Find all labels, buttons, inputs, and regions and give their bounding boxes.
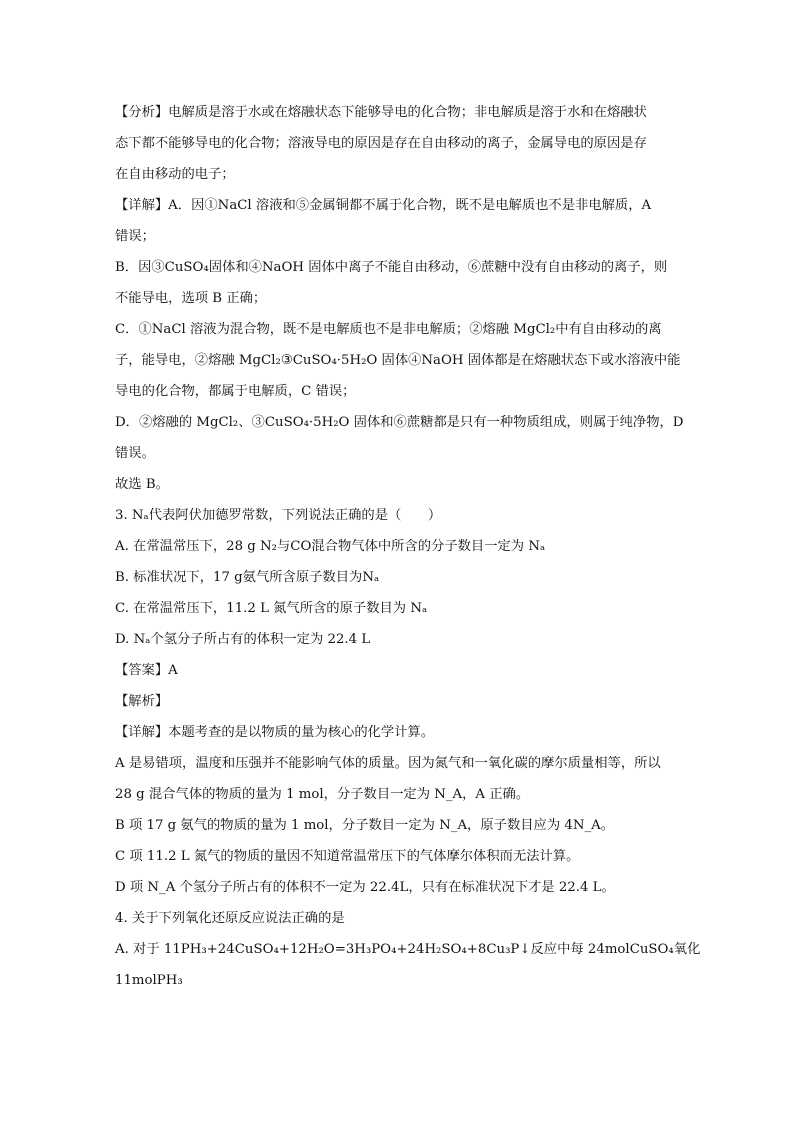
question-3-option-d: D. Nₐ个氢分子所占有的体积一定为 22.4 L <box>115 632 371 647</box>
detail-c-line-3: 导电的化合物，都属于电解质，C 错误； <box>115 384 356 399</box>
detail-a-line-1: 【详解】A．因①NaCl 溶液和⑤金属铜都不属于化合物，既不是电解质也不是非电解质，A <box>115 198 652 213</box>
question-4-option-a-line-1: A. 对于 11PH₃+24CuSO₄+12H₂O=3H₃PO₄+24H₂SO₄+8Cu₃P↓反应中每 24molCuSO₄氧化 <box>115 942 701 957</box>
analysis-line-2: 态下都不能够导电的化合物；溶液导电的原因是存在自由移动的离子，金属导电的原因是存 <box>115 136 647 151</box>
explain-c-line: C 项 11.2 L 氮气的物质的量因不知道常温常压下的气体摩尔体积而无法计算。 <box>115 849 580 864</box>
question-4-option-a-line-2: 11molPH₃ <box>115 973 183 988</box>
explain-b-line: B 项 17 g 氨气的物质的量为 1 mol，分子数目一定为 N_A，原子数目应为 4N_A。 <box>115 818 614 833</box>
detail-d-line-1: D．②熔融的 MgCl₂、③CuSO₄·5H₂O 固体和⑥蔗糖都是只有一种物质组成，则属于纯净物，D <box>115 415 684 430</box>
explain-d-line: D 项 N_A 个氢分子所占有的体积不一定为 22.4L，只有在标准状况下才是 22.4 L。 <box>115 880 615 895</box>
detail-a-line-2: 错误； <box>115 229 155 244</box>
analysis-line-1: 【分析】电解质是溶于水或在熔融状态下能够导电的化合物；非电解质是溶于水和在熔融状 <box>115 105 647 120</box>
question-3-stem: 3. Nₐ代表阿伏加德罗常数，下列说法正确的是（ ） <box>115 508 442 523</box>
detail-intro-line: 【详解】本题考查的是以物质的量为核心的化学计算。 <box>115 725 435 740</box>
detail-b-line-2: 不能导电，选项 B 正确； <box>115 291 267 306</box>
detail-b-line-1: B．因③CuSO₄固体和④NaOH 固体中离子不能自由移动，⑥蔗糖中没有自由移动的离子，则 <box>115 260 668 275</box>
answer-line: 【答案】A <box>115 663 178 678</box>
question-3-option-b: B. 标准状况下，17 g氨气所含原子数目为Nₐ <box>115 570 380 585</box>
question-3-option-a: A. 在常温常压下，28 g N₂与CO混合物气体中所含的分子数目一定为 Nₐ <box>115 539 546 554</box>
detail-c-line-2: 子，能导电，②熔融 MgCl₂③CuSO₄·5H₂O 固体④NaOH 固体都是在熔融状态下或水溶液中能 <box>115 353 681 368</box>
explanation-heading: 【解析】 <box>115 694 169 709</box>
explain-a-line-1: A 是易错项，温度和压强并不能影响气体的质量。因为氮气和一氧化碳的摩尔质量相等，所以 <box>115 756 661 771</box>
choose-b-line: 故选 B。 <box>115 477 169 492</box>
question-3-option-c: C. 在常温常压下，11.2 L 氮气所含的原子数目为 Nₐ <box>115 601 428 616</box>
question-4-stem: 4. 关于下列氧化还原反应说法正确的是 <box>115 911 345 926</box>
detail-d-line-2: 错误。 <box>115 446 155 461</box>
explain-a-line-2: 28 g 混合气体的物质的量为 1 mol，分子数目一定为 N_A，A 正确。 <box>115 787 530 802</box>
analysis-line-3: 在自由移动的电子； <box>115 167 235 182</box>
detail-c-line-1: C．①NaCl 溶液为混合物，既不是电解质也不是非电解质；②熔融 MgCl₂中有自由移动的离 <box>115 322 662 337</box>
